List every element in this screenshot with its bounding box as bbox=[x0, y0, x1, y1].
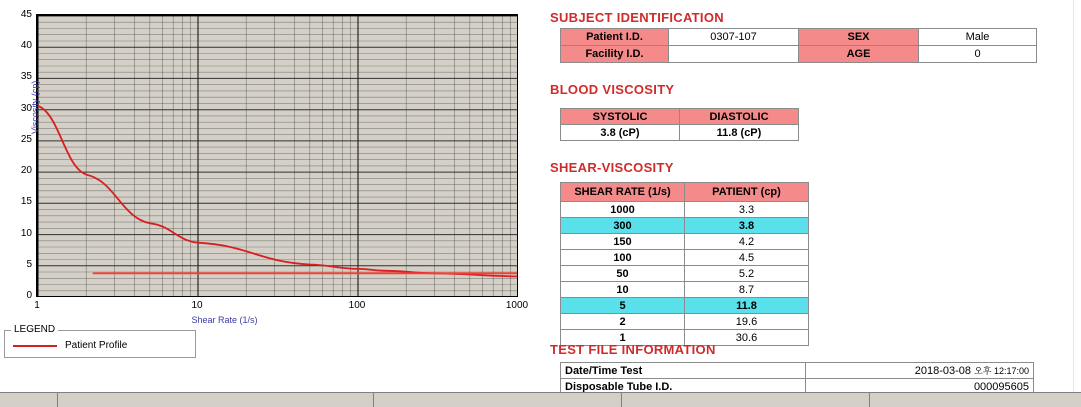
table-row bbox=[561, 29, 1037, 46]
viscosity-chart[interactable] bbox=[36, 14, 518, 297]
patient-viscosity-cell: 5.2 bbox=[685, 266, 809, 282]
subject-identification-table bbox=[560, 28, 1037, 63]
patient-cp-header: PATIENT (cp) bbox=[685, 183, 809, 202]
patient-viscosity-cell: 4.2 bbox=[685, 234, 809, 250]
table-row bbox=[561, 218, 809, 234]
table-row bbox=[561, 202, 809, 218]
legend-title: LEGEND bbox=[11, 324, 58, 335]
patient-id-label: Patient I.D. bbox=[561, 29, 669, 46]
table-row bbox=[561, 250, 809, 266]
report-panel bbox=[550, 0, 1081, 393]
shear-rate-cell: 150 bbox=[561, 234, 685, 250]
shear-rate-cell: 300 bbox=[561, 218, 685, 234]
legend-line-swatch bbox=[13, 345, 57, 347]
x-axis-label-container bbox=[0, 315, 541, 325]
patient-viscosity-cell: 3.3 bbox=[685, 202, 809, 218]
legend-item-label: Patient Profile bbox=[65, 340, 128, 351]
diastolic-header: DIASTOLIC bbox=[680, 109, 799, 125]
status-cell bbox=[870, 393, 1080, 407]
legend-item-patient-profile bbox=[13, 340, 127, 351]
systolic-value: 3.8 (cP) bbox=[561, 125, 680, 141]
table-row bbox=[561, 363, 1034, 379]
status-cell bbox=[58, 393, 374, 407]
table-row bbox=[561, 282, 809, 298]
chart-svg bbox=[37, 15, 518, 297]
status-cell bbox=[622, 393, 870, 407]
patient-viscosity-cell: 4.5 bbox=[685, 250, 809, 266]
y-tick-label: 40 bbox=[20, 40, 32, 52]
systolic-header: SYSTOLIC bbox=[561, 109, 680, 125]
chart-legend bbox=[4, 324, 196, 358]
shear-rate-cell: 5 bbox=[561, 298, 685, 314]
patient-viscosity-cell: 19.6 bbox=[685, 314, 809, 330]
subject-identification-title: SUBJECT IDENTIFICATION bbox=[550, 10, 724, 25]
test-file-information-table bbox=[560, 362, 1034, 395]
status-bar bbox=[0, 392, 1081, 407]
shear-rate-cell: 2 bbox=[561, 314, 685, 330]
x-axis-label: Shear Rate (1/s) bbox=[191, 315, 258, 325]
test-date: 2018-03-08 bbox=[914, 365, 972, 377]
age-value: 0 bbox=[919, 46, 1037, 63]
facility-id-label: Facility I.D. bbox=[561, 46, 669, 63]
shear-rate-cell: 1000 bbox=[561, 202, 685, 218]
sex-value: Male bbox=[919, 29, 1037, 46]
table-row bbox=[561, 234, 809, 250]
status-cell bbox=[0, 393, 58, 407]
patient-viscosity-cell: 3.8 bbox=[685, 218, 809, 234]
test-time: 오후 12:17:00 bbox=[974, 366, 1029, 376]
table-header-row bbox=[561, 183, 809, 202]
x-tick-label: 1 bbox=[34, 300, 40, 311]
table-row bbox=[561, 314, 809, 330]
table-row bbox=[561, 266, 809, 282]
shear-rate-cell: 100 bbox=[561, 250, 685, 266]
shear-viscosity-title: SHEAR-VISCOSITY bbox=[550, 160, 674, 175]
status-cell bbox=[374, 393, 622, 407]
shear-rate-header: SHEAR RATE (1/s) bbox=[561, 183, 685, 202]
y-tick-label: 15 bbox=[20, 196, 32, 208]
table-row bbox=[561, 125, 799, 141]
y-tick-label: 0 bbox=[26, 290, 32, 301]
y-tick-label: 20 bbox=[20, 165, 32, 177]
blood-viscosity-title: BLOOD VISCOSITY bbox=[550, 82, 675, 97]
diastolic-value: 11.8 (cP) bbox=[680, 125, 799, 141]
patient-id-value: 0307-107 bbox=[669, 29, 799, 46]
age-label: AGE bbox=[799, 46, 919, 63]
x-tick-label: 10 bbox=[191, 300, 203, 311]
shear-viscosity-table bbox=[560, 182, 809, 346]
test-file-information-title: TEST FILE INFORMATION bbox=[550, 342, 716, 357]
date-time-test-value bbox=[806, 363, 1034, 379]
patient-viscosity-cell: 8.7 bbox=[685, 282, 809, 298]
table-row bbox=[561, 109, 799, 125]
y-tick-label: 30 bbox=[20, 102, 32, 114]
facility-id-value bbox=[669, 46, 799, 63]
patient-viscosity-cell: 30.6 bbox=[685, 330, 809, 346]
y-axis-label: Viscosity (cp) bbox=[30, 80, 40, 134]
disposable-tube-id-label: Disposable Tube I.D. bbox=[561, 379, 806, 395]
date-time-test-label: Date/Time Test bbox=[561, 363, 806, 379]
x-tick-label: 100 bbox=[348, 300, 366, 311]
y-tick-label: 35 bbox=[20, 71, 32, 83]
right-edge-strip bbox=[1073, 0, 1081, 392]
x-tick-label: 1000 bbox=[505, 300, 529, 311]
table-row bbox=[561, 46, 1037, 63]
table-row bbox=[561, 298, 809, 314]
y-tick-label: 45 bbox=[20, 9, 32, 20]
disposable-tube-id-value: 000095605 bbox=[806, 379, 1034, 395]
shear-rate-cell: 50 bbox=[561, 266, 685, 282]
y-tick-label: 5 bbox=[26, 258, 32, 270]
shear-rate-cell: 10 bbox=[561, 282, 685, 298]
sex-label: SEX bbox=[799, 29, 919, 46]
shear-rate-cell: 1 bbox=[561, 330, 685, 346]
y-tick-label: 25 bbox=[20, 133, 32, 145]
blood-viscosity-table bbox=[560, 108, 799, 141]
plot-wrapper bbox=[20, 9, 529, 311]
y-tick-label: 10 bbox=[20, 227, 32, 239]
patient-viscosity-cell: 11.8 bbox=[685, 298, 809, 314]
chart-panel bbox=[0, 0, 541, 385]
